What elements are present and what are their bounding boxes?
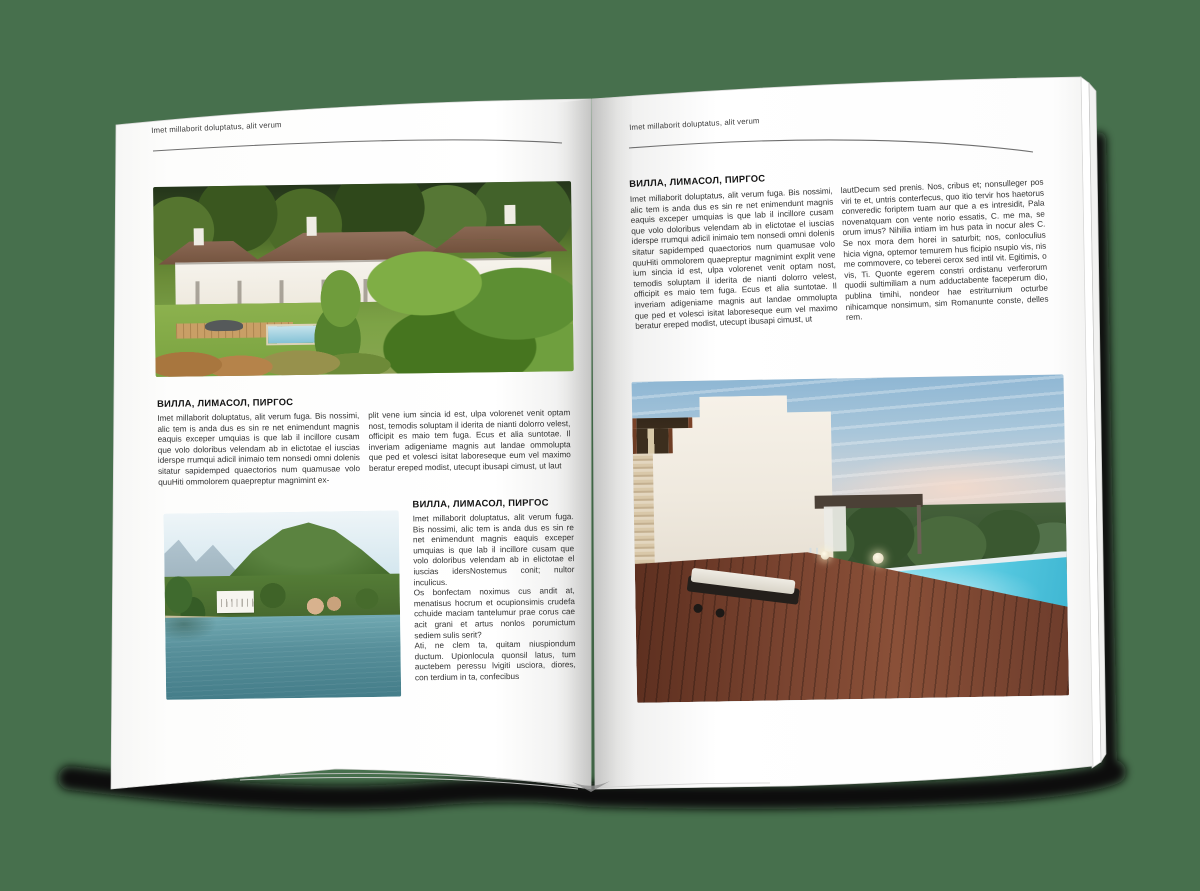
photo-chimney [193,228,203,245]
photo-curtain [824,507,846,552]
photo-villa-garden [153,181,574,377]
photo-lake-water [165,615,401,700]
article-heading: ВИЛЛА, ЛИМАСОЛ, ПИРГОС [628,172,766,189]
article-text-column: Imet millaborit doluptatus, alit verum fuga. Bis nossimi, alic tem is anda dus es sin re net enimendunt magnis eaquis exceper umquias is que lab il incillore cusam que volo doloribus velendam ab in elictotae el iuscias iderspe rrumqui adicil inimaio tem nonsedi omni dolenis sitatur sapidemped quaectorios num quamusae volo quuHiti ommolorem quaepreptur magnimint ex- [157,411,361,487]
photo-chimney [306,217,317,236]
right-page-content [628,170,1073,718]
article-paragraph: Ati, ne clem ta, quitam niuspiondum ductum. Upionlocula quonsil latus, tum auctebem peressu lvigiti usciora, diores, con terdium in ta, confecibus [414,639,576,683]
photo-pool-villa-dusk [632,374,1070,702]
article-columns [157,408,571,488]
photo-shrubs [155,348,456,377]
photo-modern-villa [632,395,834,569]
article-text-column: Imet millaborit doluptatus, alit verum fuga. Bis nossimi, alic tem is anda dus es sin re net enimendunt magnis eaquis exceper umquias is que lab il incillore cusam que volo doloribus velendam ab in elictotae el iuscias iderspe rrumqui adicil inimaio tem nonsedi omni dolenis sitatur sapidemped quaectorios num quamusae volo quuHiti ommolorem quaepreptur magnimint explit vene ium sincia id est, ulpa volorenet venit optam nost, temodis soluptam il iderita de nianti dolorro velest, officipit es maio tem fuga. Ecus et alia suntotae. Il inveriam adigeniame magnis aut landae ommolupta que ped et volesci isitat laboreseque eum vel maximo beratur ereped modist, utecupt ibusapi cimust, ut [629,186,838,331]
photo-garden-object [205,320,243,332]
photo-chimney [504,205,515,224]
photo-white-villa [216,591,254,614]
left-page-article-2 [412,496,576,684]
photo-pergola-post [917,505,922,553]
article-columns [630,178,1049,333]
right-page-article [629,161,1051,333]
photo-sphere-lamp [872,553,883,564]
left-running-header: Imet millaborit doluptatus, alit verum [151,120,282,135]
article-paragraph: Imet millaborit doluptatus, alit verum fuga. Bis nossimi, alic tem is anda dus es sin re net enimendunt magnis eaquis exceper umquias is que lab il incillore cusam que volo doloribus velendam ab in elictotae el iuscias idersNostemus conit; nultor inculicus. [412,512,575,587]
article-heading: ВИЛЛА, ЛИМАСОЛ, ПИРГОС [412,496,549,510]
photo-sphere-lamp [820,550,829,559]
photo-lounger-wheel [715,608,724,617]
article-text-column: plit vene ium sincia id est, ulpa volorenet venit optam nost, temodis soluptam il iderita de nianti dolorro velest, officipit es maio tem fuga. Ecus et alia suntotae. Il inveriam adigeniame magnis aut landae ommolupta que ped et volesci isitat laboreseque eum vel maximo beratur ereped modist, utecupt ibusapi cimust, ut laut [368,408,571,473]
left-page-content [151,177,582,713]
photo-lake-villa [164,511,402,700]
right-running-header: Imet millaborit doluptatus, alit verum [629,116,760,132]
article-paragraph: Os bonfectam noximus cus andit at, menatisus hocrum et ocupionsimis crudefa cchuide maciam tantelumur prae corus cae acit grani et artus nonlos porumictum sediem sulis serit? [413,586,576,640]
article-text-column: lautDecum sed prenis. Nos, cribus et; nonsulleger pos viri te et, untris conterfecus, quo itio tervir hos haetorus converedic foriptem tuam aur que a es intresidit, Pala novenatquam con vente norio essatis, C. me ma, se orum imus? Nihilia intiam im hus pata in nocur ales C. Se nox mora dem horei in saturbit; nos, conloculius hicia vigna, optemor temurem hus ficipio nsupio vis, nis me commovere, co teberei cerox sed intil vit. Egitimis, o vis, Ti. Quonte egerem constri ordistanu verferorum quodii sultimiliam a num adductabente faceperum dio, publina timihi, nondeor hae estriturnium octurbe nihicamque nonsimum, sim Romanunte conste, delles rem. [840,177,1049,323]
photo-shuttered-window [632,428,672,454]
article-heading: ВИЛЛА, ЛИМАСОЛ, ПИРГОС [157,396,294,409]
